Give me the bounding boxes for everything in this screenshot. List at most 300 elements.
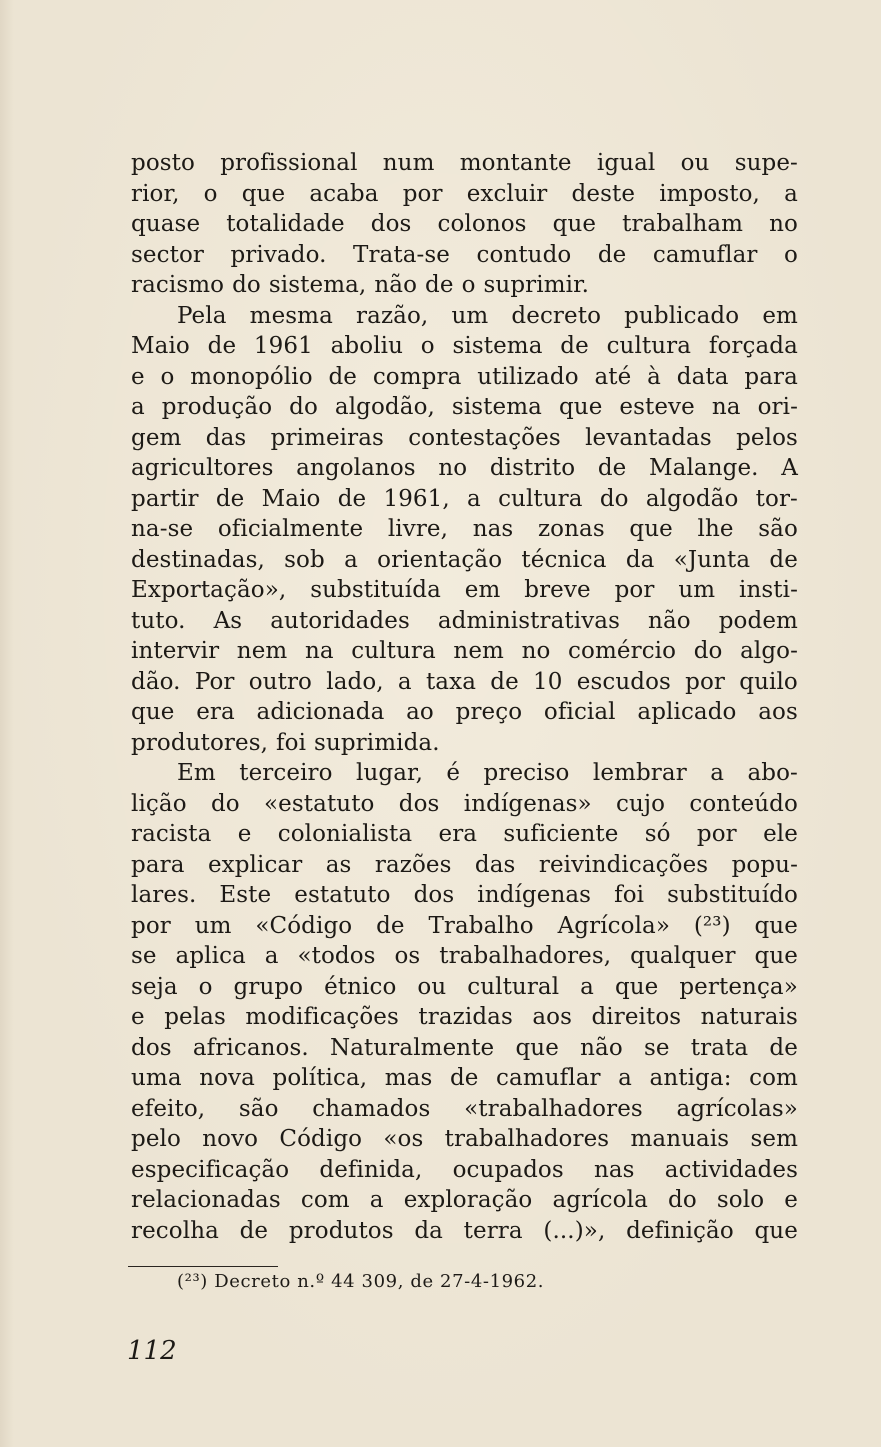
text-line	[131, 972, 798, 1003]
word: quilo	[739, 668, 798, 695]
word: de	[337, 485, 367, 512]
word: livre,	[387, 516, 449, 542]
word: terceiro	[239, 760, 333, 786]
word: algo-	[740, 638, 798, 664]
word: autoridades	[270, 607, 410, 634]
word: que	[131, 699, 175, 725]
word: Este	[219, 882, 272, 908]
word: chamados	[312, 1095, 431, 1122]
word: produção	[161, 394, 273, 420]
word: foi	[614, 882, 645, 908]
word: pertença»	[679, 973, 798, 1000]
word: destinadas,	[131, 546, 265, 573]
text-line	[131, 453, 798, 484]
word: «Junta	[673, 546, 751, 573]
word: do	[668, 1187, 697, 1213]
word: ou	[680, 150, 710, 176]
word: no	[438, 455, 468, 481]
word: zonas	[537, 516, 605, 542]
word: profissional	[220, 150, 358, 176]
word: camuflar	[496, 1065, 601, 1091]
word: nem	[236, 638, 288, 664]
word: «os	[383, 1126, 424, 1152]
word: na-se	[131, 516, 194, 542]
word: indígenas»	[463, 790, 592, 817]
word: de	[769, 1034, 798, 1061]
word: de	[769, 546, 798, 573]
word: à	[647, 363, 661, 390]
word: de	[207, 333, 237, 359]
word: substituída	[310, 577, 441, 603]
word: africanos.	[192, 1034, 309, 1061]
word: antiga:	[649, 1065, 732, 1091]
word: manuais	[630, 1126, 730, 1152]
word: novo	[202, 1126, 259, 1152]
text-line	[131, 1185, 798, 1216]
word: era	[196, 699, 235, 725]
word: que	[515, 1034, 559, 1061]
text-line	[131, 575, 798, 606]
word: para	[744, 363, 798, 390]
word: racista	[131, 821, 212, 847]
word: decreto	[511, 302, 602, 329]
word: 1961	[253, 333, 313, 359]
word: e	[237, 821, 252, 847]
word: sistema	[452, 333, 543, 359]
word: Exportação»,	[131, 577, 287, 603]
word: conteúdo	[689, 790, 798, 817]
word: suprimir.	[483, 272, 590, 298]
word: trata	[690, 1034, 749, 1061]
word: definição	[626, 1217, 734, 1244]
word: por	[402, 180, 443, 207]
word: excluir	[466, 180, 548, 207]
text-line	[131, 941, 798, 972]
word: 1961,	[383, 485, 450, 512]
body-text	[131, 148, 798, 1246]
word: «trabalhadores	[464, 1095, 643, 1122]
text-line	[131, 545, 798, 576]
word: lares.	[131, 882, 197, 908]
word: Trata-se	[353, 241, 451, 268]
text-line	[131, 362, 798, 393]
text-line	[131, 819, 798, 850]
word: são	[758, 516, 798, 542]
text-line	[131, 331, 798, 362]
word: colonialista	[277, 821, 413, 847]
word: cultura	[498, 485, 583, 512]
word: modificações	[245, 1004, 399, 1030]
word: de	[215, 485, 245, 512]
word: aplicado	[637, 699, 737, 725]
word: o	[783, 241, 798, 268]
word: não	[374, 272, 418, 298]
word: das	[474, 851, 516, 878]
word: preço	[455, 699, 523, 725]
word: trabalhadores,	[439, 943, 612, 969]
word: partir	[131, 485, 199, 512]
word: compra	[372, 363, 462, 390]
text-line	[131, 301, 798, 332]
word: tor-	[755, 485, 798, 512]
word: oficial	[543, 699, 616, 725]
word: do	[693, 638, 723, 664]
word: Por	[194, 668, 235, 695]
word: do	[232, 272, 261, 298]
word: até	[594, 363, 632, 390]
text-line	[131, 1033, 798, 1064]
word: relacionadas	[131, 1187, 281, 1213]
word: de	[597, 241, 627, 268]
word: política,	[272, 1065, 368, 1091]
text-line	[131, 667, 798, 698]
word: esteve	[619, 394, 695, 420]
text-line	[131, 392, 798, 423]
word: levantadas	[585, 424, 712, 451]
text-line	[131, 484, 798, 515]
word: de	[449, 1065, 479, 1091]
text-line	[131, 209, 798, 240]
word: que	[614, 973, 659, 1000]
word: agrícola	[552, 1187, 648, 1213]
word: ao	[406, 699, 434, 725]
word: a	[467, 485, 481, 512]
word: lugar,	[356, 760, 423, 786]
word: aboliu	[330, 333, 404, 359]
word: supe-	[734, 150, 798, 176]
text-line	[131, 1155, 798, 1186]
word: distrito	[489, 455, 576, 481]
word: nem	[453, 638, 504, 664]
word: As	[213, 607, 243, 634]
word: Código	[279, 1126, 363, 1152]
text-line	[131, 270, 798, 301]
word: de	[560, 333, 589, 359]
word: dos	[398, 790, 440, 817]
word: qualquer	[630, 943, 736, 969]
word: A	[781, 455, 798, 481]
word: estatuto	[294, 882, 391, 908]
word: sistema	[451, 394, 542, 420]
word: comércio	[568, 638, 677, 664]
word: que	[754, 943, 798, 969]
word: cujo	[616, 790, 666, 817]
word: de	[597, 455, 627, 481]
word: Pela	[177, 302, 227, 329]
word: montante	[459, 150, 572, 176]
word: breve	[524, 577, 591, 603]
word: publicado	[624, 302, 740, 329]
word: uma	[131, 1065, 182, 1091]
word: a	[710, 760, 725, 786]
word: «todos	[297, 943, 376, 969]
word: (...)»,	[543, 1217, 606, 1244]
word: insti-	[739, 577, 798, 603]
word: forçada	[708, 333, 798, 359]
word: que	[552, 211, 597, 237]
word: Em	[177, 760, 216, 786]
word: Agrícola»	[557, 912, 671, 939]
word: não	[648, 607, 691, 634]
word: só	[644, 821, 671, 847]
word: do	[210, 790, 240, 817]
word: se	[643, 1034, 670, 1061]
word: abo-	[747, 760, 798, 786]
word: algodão,	[334, 394, 435, 420]
word: reivindicações	[538, 851, 709, 878]
word: data	[676, 363, 729, 390]
word: e	[784, 1187, 798, 1213]
text-line	[131, 850, 798, 881]
word: especificação	[131, 1156, 290, 1183]
word: Trabalho	[428, 912, 534, 939]
word: aos	[758, 699, 798, 725]
text-line	[131, 148, 798, 179]
word: solo	[716, 1187, 765, 1213]
word: de	[425, 272, 454, 298]
text-line	[131, 1063, 798, 1094]
word: na	[711, 394, 741, 420]
word: no	[521, 638, 551, 664]
word: racismo	[131, 272, 225, 298]
word: algodão	[645, 485, 739, 512]
text-line	[131, 240, 798, 271]
word: o	[420, 333, 435, 359]
word: contestações	[408, 424, 561, 451]
word: pelo	[131, 1126, 181, 1152]
word: por	[696, 821, 737, 847]
word: não	[580, 1034, 623, 1061]
word: por	[614, 577, 655, 603]
word: definida,	[319, 1156, 423, 1183]
word: ele	[763, 821, 798, 847]
word: primeiras	[270, 424, 384, 451]
word: administrativas	[437, 607, 621, 634]
word: a	[264, 943, 279, 969]
word: nas	[593, 1156, 635, 1183]
word: deste	[571, 180, 636, 207]
word: para	[131, 851, 185, 878]
word: dos	[131, 1034, 172, 1061]
word: com	[300, 1187, 350, 1213]
text-line	[131, 911, 798, 942]
word: lição	[131, 790, 187, 817]
word: razões	[374, 851, 452, 878]
word: da	[414, 1217, 443, 1244]
word: acaba	[309, 180, 379, 207]
word: substituído	[667, 882, 798, 908]
text-line	[131, 880, 798, 911]
word: direitos	[591, 1004, 682, 1030]
word: trabalham	[622, 211, 744, 237]
text-line	[131, 789, 798, 820]
word: o	[160, 363, 175, 390]
word: com	[749, 1065, 798, 1091]
word: da	[625, 546, 655, 573]
word: a	[131, 394, 145, 420]
word: escudos	[576, 668, 671, 695]
text-line	[131, 636, 798, 667]
word: taxa	[425, 668, 477, 695]
word: um	[451, 302, 489, 329]
word: a	[369, 1187, 384, 1213]
text-line	[131, 514, 798, 545]
word: suficiente	[503, 821, 619, 847]
word: utilizado	[477, 363, 579, 390]
word: posto	[131, 150, 195, 176]
word: de	[490, 668, 519, 695]
word: imposto,	[659, 180, 760, 207]
text-line	[131, 728, 798, 759]
word: produtores,	[131, 729, 269, 756]
word: em	[464, 577, 501, 603]
word: 10	[533, 668, 563, 695]
word: monopólio	[190, 363, 313, 390]
word: dos	[413, 882, 455, 908]
page-number: 112	[127, 1336, 177, 1366]
word: do	[599, 485, 629, 512]
word: trazidas	[418, 1004, 513, 1030]
word: (²³)	[693, 912, 731, 939]
word: o	[461, 272, 476, 298]
word: o	[203, 180, 218, 207]
text-line	[131, 423, 798, 454]
word: agrícolas»	[676, 1095, 798, 1122]
word: sob	[284, 546, 325, 573]
word: ou	[417, 973, 447, 1000]
word: foi	[276, 729, 307, 756]
word: lembrar	[592, 760, 687, 786]
word: naturais	[700, 1004, 798, 1030]
word: exploração	[403, 1187, 533, 1213]
word: outro	[248, 668, 312, 695]
word: cultura	[351, 638, 436, 664]
word: Maio	[261, 485, 321, 512]
word: «Código	[255, 912, 353, 939]
word: Naturalmente	[330, 1034, 495, 1061]
word: seja	[131, 973, 178, 1000]
word: são	[238, 1095, 279, 1122]
word: efeito,	[131, 1095, 206, 1122]
word: por	[131, 912, 171, 939]
word: agricultores	[131, 455, 274, 481]
word: de	[376, 912, 405, 939]
word: lhe	[697, 516, 734, 542]
word: «estatuto	[264, 790, 375, 817]
text-line	[131, 1002, 798, 1033]
word: por	[685, 668, 726, 695]
word: oficialmente	[217, 516, 364, 542]
word: mesma	[249, 302, 333, 329]
word: a	[397, 668, 412, 695]
word: lado,	[326, 668, 384, 695]
word: actividades	[664, 1156, 798, 1183]
word: a	[784, 180, 798, 207]
word: aplica	[175, 943, 246, 969]
footnote-text: Decreto n.º 44 309, de 27-4-1962.	[214, 1271, 545, 1292]
word: camuflar	[652, 241, 758, 268]
word: e	[131, 1004, 145, 1030]
word: pelas	[164, 1004, 226, 1030]
word: o	[198, 973, 213, 1000]
text-line	[131, 758, 798, 789]
text-line	[131, 697, 798, 728]
word: recolha	[131, 1217, 219, 1244]
word: cultura	[606, 333, 692, 359]
word: grupo	[233, 973, 304, 1000]
word: que	[241, 180, 286, 207]
word: técnica	[521, 546, 607, 573]
word: pelos	[736, 424, 798, 451]
text-line	[131, 179, 798, 210]
word: Malange.	[649, 455, 759, 481]
text-line	[131, 1124, 798, 1155]
word: em	[762, 302, 798, 329]
word: um	[678, 577, 716, 603]
word: os	[394, 943, 421, 969]
word: Maio	[131, 333, 190, 359]
word: rior,	[131, 180, 180, 207]
word: sem	[750, 1126, 798, 1152]
word: de	[239, 1217, 269, 1244]
word: na	[304, 638, 334, 664]
word: nova	[199, 1065, 255, 1091]
word: a	[618, 1065, 632, 1091]
word: terra	[463, 1217, 523, 1244]
word: aos	[532, 1004, 572, 1030]
word: popu-	[731, 851, 798, 878]
word: que	[558, 394, 603, 420]
word: se	[131, 943, 157, 969]
word: preciso	[483, 760, 570, 786]
word: étnico	[324, 973, 397, 1000]
word: dão.	[131, 668, 181, 695]
word: num	[382, 150, 435, 176]
word: um	[194, 912, 232, 939]
word: é	[446, 760, 461, 786]
word: que	[754, 912, 798, 939]
word: colonos	[437, 211, 527, 237]
word: orientação	[377, 546, 503, 573]
word: do	[289, 394, 318, 420]
word: sistema,	[268, 272, 367, 298]
word: a	[344, 546, 358, 573]
word: as	[325, 851, 352, 878]
word: contudo	[476, 241, 572, 268]
word: mas	[384, 1065, 433, 1091]
word: trabalhadores	[444, 1126, 610, 1152]
text-line	[131, 606, 798, 637]
word: que	[754, 1217, 798, 1244]
word: nas	[472, 516, 514, 542]
word: e	[131, 363, 145, 390]
word: das	[205, 424, 247, 451]
word: privado.	[230, 241, 327, 268]
word: ori-	[757, 394, 798, 420]
word: angolanos	[296, 455, 416, 481]
word: no	[769, 211, 798, 237]
text-line	[131, 1094, 798, 1125]
word: ocupados	[452, 1156, 564, 1183]
word: dos	[370, 211, 412, 237]
word: intervir	[131, 638, 220, 664]
footnote	[177, 1267, 544, 1297]
word: igual	[596, 150, 656, 176]
word: totalidade	[226, 211, 345, 237]
word: era	[438, 821, 478, 847]
text-line	[131, 1216, 798, 1247]
word: a	[580, 973, 594, 1000]
